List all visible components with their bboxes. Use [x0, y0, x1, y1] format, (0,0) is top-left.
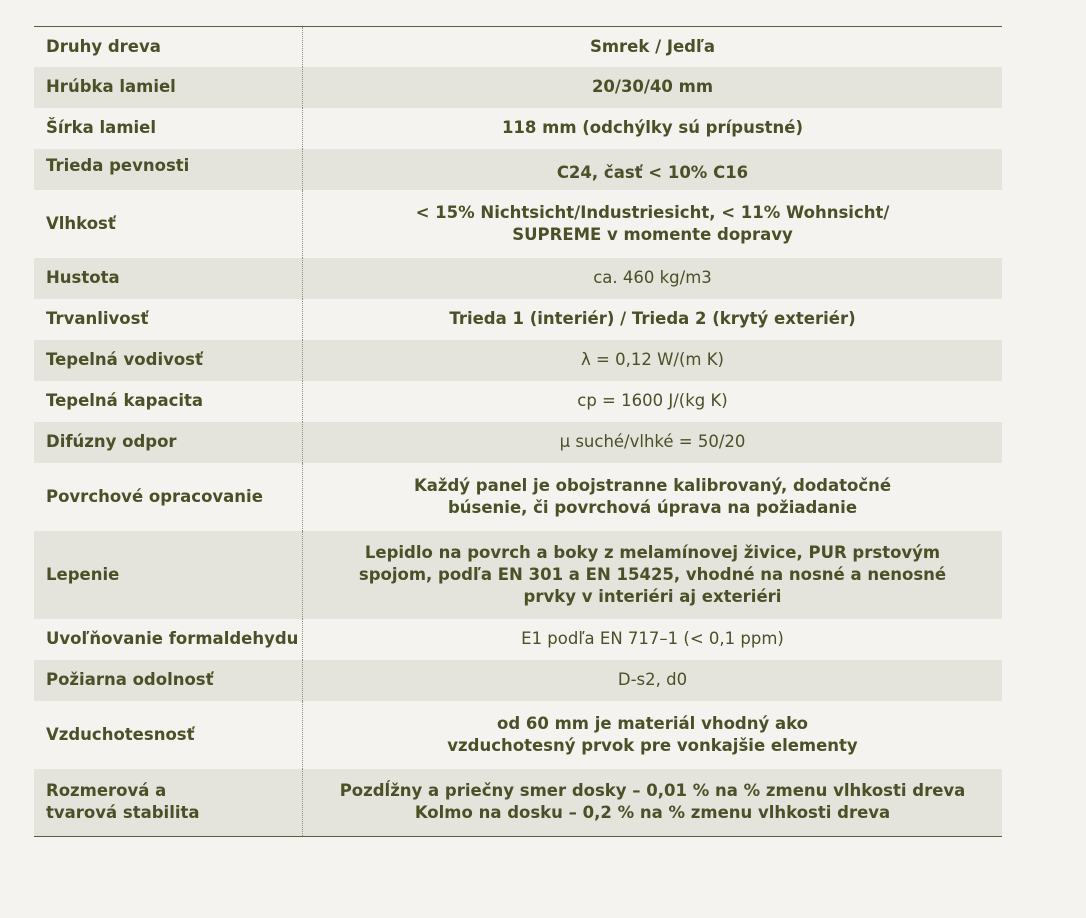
row-value	[303, 531, 1003, 619]
row-value-line: SUPREME v momente dopravy	[512, 224, 793, 244]
row-label: Požiarna odolnosť	[34, 660, 303, 701]
row-value: D-s2, d0	[303, 660, 1003, 701]
row-value	[303, 701, 1003, 769]
row-label: Tepelná kapacita	[34, 381, 303, 422]
row-value-line: Kolmo na dosku – 0,2 % na % zmenu vlhkosti dreva	[414, 803, 891, 823]
row-value: µ suché/vlhké = 50/20	[303, 422, 1003, 463]
row-label: Povrchové opracovanie	[34, 463, 303, 531]
row-value: λ = 0,12 W/(m K)	[303, 340, 1003, 381]
row-label: Trieda pevnosti	[34, 149, 303, 190]
row-value-line: C24, časť < 10% C16	[556, 163, 749, 182]
table-row	[34, 531, 1002, 619]
row-value	[303, 769, 1003, 837]
row-value-line: Pozdĺžny a priečny smer dosky – 0,01 % na % zmenu vlhkosti dreva	[339, 781, 966, 801]
table-row	[34, 149, 1002, 190]
row-value-line: od 60 mm je materiál vhodný ako	[497, 713, 808, 733]
table-row	[34, 340, 1002, 381]
row-value	[303, 190, 1003, 258]
row-label: Vzduchotesnosť	[34, 701, 303, 769]
table-row	[34, 422, 1002, 463]
row-label: Vlhkosť	[34, 190, 303, 258]
row-value-line: vzduchotesný prvok pre vonkajšie elementy	[447, 735, 858, 755]
table-row	[34, 769, 1002, 837]
table-row	[34, 299, 1002, 340]
table-row	[34, 381, 1002, 422]
row-label: Trvanlivosť	[34, 299, 303, 340]
row-label: Šírka lamiel	[34, 108, 303, 149]
row-label: Lepenie	[34, 531, 303, 619]
row-value: Smrek / Jedľa	[589, 36, 716, 56]
row-value-line: spojom, podľa EN 301 a EN 15425, vhodné na nosné a nenosné	[358, 564, 947, 584]
row-label: Hustota	[34, 258, 303, 299]
row-label: Rozmerová a tvarová stabilita	[34, 769, 303, 837]
table-row	[34, 190, 1002, 258]
row-label: Uvoľňovanie formaldehydu	[34, 619, 303, 660]
row-value: cp = 1600 J/(kg K)	[577, 391, 728, 410]
table-row	[34, 27, 1002, 67]
table-row	[34, 258, 1002, 299]
specification-table	[34, 26, 1002, 837]
row-value: ca. 460 kg/m3	[303, 258, 1003, 299]
table-row	[34, 701, 1002, 769]
row-value: 20/30/40 mm	[303, 67, 1003, 108]
row-value-line: búsenie, či povrchová úprava na požiadanie	[447, 497, 858, 517]
row-value-line: prvky v interiéri aj exteriéri	[523, 586, 782, 606]
row-label: Druhy dreva	[34, 27, 303, 67]
table-row	[34, 619, 1002, 660]
table-row	[34, 108, 1002, 149]
table-row	[34, 660, 1002, 701]
row-value-line: Každý panel je obojstranne kalibrovaný, dodatočné	[413, 475, 892, 495]
row-label: Hrúbka lamiel	[34, 67, 303, 108]
row-value-line: < 15% Nichtsicht/Industriesicht, < 11% Wohnsicht/	[415, 202, 890, 222]
row-value: E1 podľa EN 717–1 (< 0,1 ppm)	[521, 629, 784, 648]
table-row	[34, 67, 1002, 108]
row-value-line: Lepidlo na povrch a boky z melamínovej živice, PUR prstovým	[364, 542, 941, 562]
row-label: Difúzny odpor	[34, 422, 303, 463]
row-value: Trieda 1 (interiér) / Trieda 2 (krytý exteriér)	[449, 309, 856, 328]
row-label: Tepelná vodivosť	[34, 340, 303, 381]
table-row	[34, 463, 1002, 531]
row-value	[303, 463, 1003, 531]
row-value: 118 mm (odchýlky sú prípustné)	[501, 118, 804, 137]
row-value	[303, 149, 1003, 190]
